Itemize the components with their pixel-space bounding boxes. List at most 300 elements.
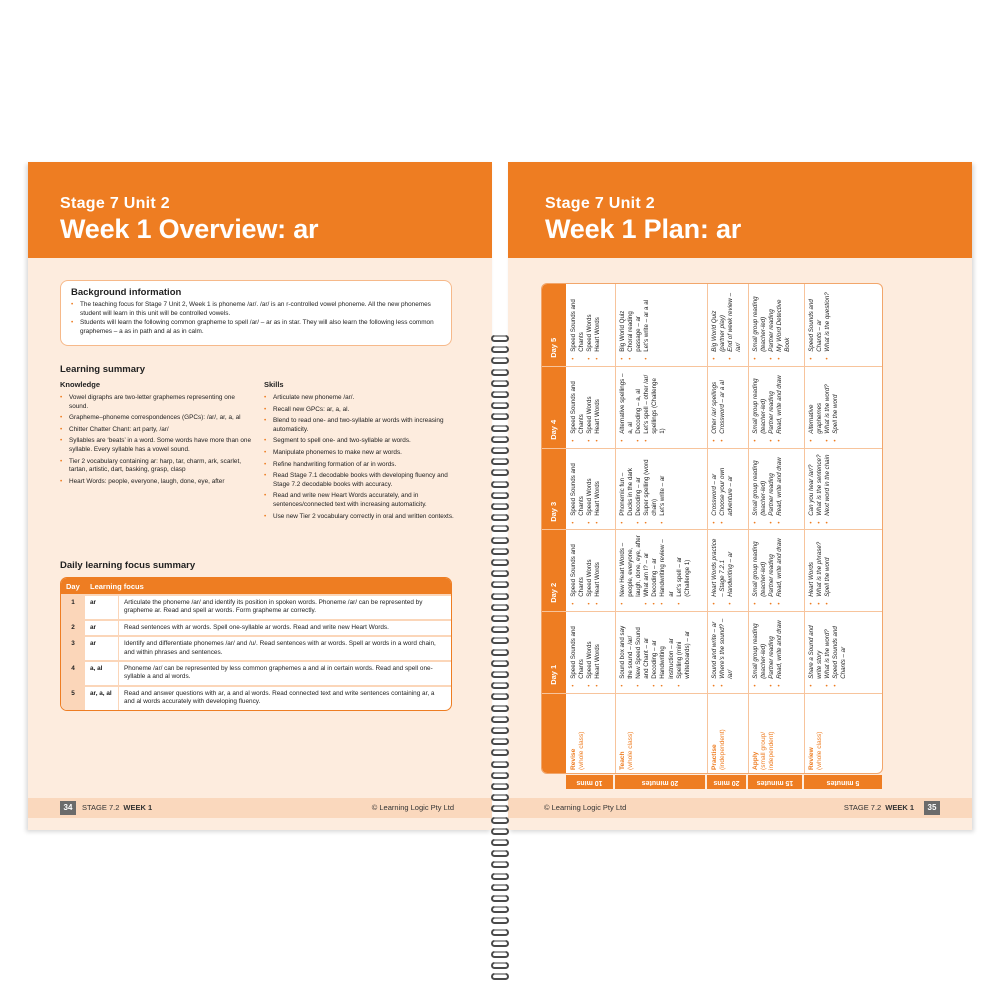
ring-highlight: [494, 873, 506, 875]
plan-activity: • Heart Words: [808, 535, 816, 605]
spiral-ring: [490, 368, 510, 378]
ring-highlight: [494, 447, 506, 449]
col-day: Day: [61, 578, 85, 594]
plan-cell-content: [568, 369, 613, 445]
spiral-ring: [490, 726, 510, 736]
plan-cell-list: [617, 614, 694, 690]
left-banner: [28, 162, 492, 258]
plan-cell-list: [750, 451, 786, 527]
day-cell: 5: [61, 685, 85, 710]
day-label: Day 2: [549, 583, 558, 604]
plan-activity: • Speed Sounds and Chants – ar: [832, 617, 848, 687]
plan-activity: • Handwriting review – ar: [659, 535, 675, 605]
spiral-ring: [490, 883, 510, 893]
page-number: 34: [60, 801, 76, 815]
plan-activity: • Partner reading: [768, 535, 776, 605]
spiral-ring: [490, 648, 510, 658]
skills-item: • Articulate new phoneme /ar/.: [264, 394, 456, 403]
focus-text-cell: Read and answer questions with ar, a and al words. Read connected text and write sentences containing ar, a and al words accurately with developing fluency.: [119, 685, 451, 710]
plan-activity: • Heart Words: [594, 372, 602, 442]
gpc-cell: ar: [85, 635, 119, 660]
col-learning-focus: Learning focus: [85, 578, 451, 594]
ring-highlight: [494, 626, 506, 628]
spiral-ring: [490, 390, 510, 400]
spiral-ring: [490, 480, 510, 490]
plan-cell-content: [806, 451, 882, 527]
ring-highlight: [494, 615, 506, 617]
plan-cell-content: [617, 614, 705, 690]
plan-activity: • Small group reading (teacher-led): [752, 617, 768, 687]
open-workbook: [28, 162, 972, 830]
plan-activity: • Choral reading passage – ar: [627, 290, 643, 360]
spiral-ring: [490, 502, 510, 512]
plan-activity: • Speed Words: [586, 535, 594, 605]
plan-cell-list: [709, 369, 729, 445]
plan-cell: [806, 369, 882, 445]
plan-activity: • Decoding – a, al: [635, 372, 643, 442]
plan-cell-list: [617, 369, 670, 445]
ring-highlight: [494, 346, 506, 348]
row-label-content: [709, 695, 746, 773]
ring-highlight: [494, 705, 506, 707]
plan-cell-content: [709, 614, 746, 690]
time-tab: [804, 775, 882, 789]
time-tab: [748, 775, 802, 789]
knowledge-item: • Grapheme–phoneme correspondences (GPCs): /ar/, ar, a, al: [60, 414, 252, 423]
day-cell: 4: [61, 660, 85, 685]
spiral-ring: [490, 379, 510, 389]
spiral-ring: [490, 558, 510, 568]
spiral-ring: [490, 793, 510, 803]
spiral-ring: [490, 547, 510, 557]
ring-highlight: [494, 391, 506, 393]
plan-cell-list: [750, 369, 786, 445]
spiral-ring: [490, 424, 510, 434]
plan-activity: • Big World Quiz (partner play): [711, 290, 727, 360]
plan-cell: [806, 614, 882, 690]
plan-cell-list: [617, 532, 694, 608]
plan-cell: [617, 532, 705, 608]
ring-highlight: [494, 660, 506, 662]
plan-activity: • New Heart Words – people, everyone, laugh, done, eye, after: [619, 535, 643, 605]
ring-highlight: [494, 884, 506, 886]
day-header-content: [544, 370, 564, 444]
row-label: [806, 695, 882, 773]
plan-activity: • Speed Words: [586, 617, 594, 687]
plan-activity: • Crossword – ar: [711, 454, 719, 524]
row-label: [568, 695, 613, 773]
plan-activity: • What is the question?: [824, 290, 832, 360]
plan-activity: • What is the word?: [824, 372, 832, 442]
plan-cell-content: [750, 614, 802, 690]
page-number: 35: [924, 801, 940, 815]
ring-highlight: [494, 727, 506, 729]
plan-activity: • Big World Quiz: [619, 290, 627, 360]
row-label-text: [750, 695, 778, 773]
plan-cell-content: [617, 532, 705, 608]
plan-cell: [750, 287, 802, 363]
skills-item: • Recall new GPCs: ar, a, al.: [264, 406, 456, 415]
ring-highlight: [494, 817, 506, 819]
plan-cell: [750, 532, 802, 608]
day-cell: 2: [61, 619, 85, 635]
spiral-ring: [490, 659, 510, 669]
plan-activity: • Decoding – ar: [635, 454, 643, 524]
plan-activity: • New Speed Sound and Chant – ar: [635, 617, 651, 687]
daily-focus-heading: Daily learning focus summary: [60, 560, 196, 571]
footer-copyright: © Learning Logic Pty Ltd: [544, 803, 627, 812]
plan-cell-content: [806, 287, 882, 363]
plan-cell: [709, 532, 746, 608]
row-label: [750, 695, 802, 773]
plan-activity: • Decoding – ar: [651, 617, 659, 687]
week-overview-title: Week 1 Overview: ar: [60, 214, 319, 244]
gpc-cell: ar, a, al: [85, 685, 119, 710]
plan-cell-list: [617, 451, 670, 527]
plan-activity: • Let’s spell – ar (Challenge 1): [676, 535, 692, 605]
plan-activity: • Let’s write – ar: [659, 454, 667, 524]
plan-cell-content: [617, 369, 705, 445]
ring-highlight: [494, 604, 506, 606]
plan-cell: [806, 532, 882, 608]
knowledge-list: [60, 394, 252, 489]
table-header-row: [61, 578, 451, 594]
plan-cell-content: [617, 287, 705, 363]
day-label: Day 3: [549, 501, 558, 522]
plan-cell-content: [568, 287, 613, 363]
ring-highlight: [494, 716, 506, 718]
plan-cell-list: [568, 614, 604, 690]
plan-activity: • Handwriting instruction – ar: [659, 617, 675, 687]
time-tab: [566, 775, 613, 789]
row-label-content: [617, 695, 705, 773]
table-row: [61, 660, 451, 685]
ring-highlight: [494, 828, 506, 830]
plan-cell-list: [568, 532, 604, 608]
time-tab: [707, 775, 746, 789]
time-label: 20 mins: [713, 779, 740, 786]
plan-activity: • Handwriting – ar: [727, 535, 735, 605]
spiral-ring: [490, 681, 510, 691]
day-header-content: [544, 533, 564, 607]
background-item: • The teaching focus for Stage 7 Unit 2, Week 1 is phoneme /ar/. /ar/ is an r-controlled vowel phoneme. All the new phonemes student will learn in this unit will be controlled vowels.: [71, 301, 441, 318]
spiral-ring: [490, 636, 510, 646]
focus-text-cell: Phoneme /ar/ can be represented by less common graphemes a and al in certain words. Read and spell one-syllable a and al words.: [119, 660, 451, 685]
knowledge-item: • Heart Words: people, everyone, laugh, done, eye, after: [60, 478, 252, 487]
spiral-ring: [490, 939, 510, 949]
plan-activity: • Small group reading (teacher-led): [752, 290, 768, 360]
day-header-content: [544, 288, 564, 362]
plan-activity: • Speed Sounds and Chants: [570, 617, 586, 687]
spiral-ring: [490, 692, 510, 702]
plan-activity: • Other /ar/ spellings: [711, 372, 719, 442]
plan-cell: [568, 532, 613, 608]
ring-highlight: [494, 682, 506, 684]
plan-activity: • Where’s the sound? – /ar/: [719, 617, 735, 687]
ring-highlight: [494, 492, 506, 494]
ring-highlight: [494, 458, 506, 460]
left-page: [28, 162, 492, 830]
plan-cell-list: [709, 451, 737, 527]
spiral-ring: [490, 592, 510, 602]
ring-highlight: [494, 436, 506, 438]
ring-highlight: [494, 761, 506, 763]
spiral-ring: [490, 849, 510, 859]
plan-cell-content: [750, 287, 802, 363]
plan-activity: • Speed Words: [586, 372, 594, 442]
spiral-ring: [490, 446, 510, 456]
plan-activity: • Let’s spell – other /ar/ spellings (Challenge 1): [643, 372, 667, 442]
ring-highlight: [494, 548, 506, 550]
table-row: [61, 685, 451, 710]
daily-focus-body: [61, 594, 451, 710]
background-information-box: [60, 280, 452, 346]
daily-focus-table: [60, 577, 452, 711]
knowledge-item: • Vowel digraphs are two-letter graphemes representing one sound.: [60, 394, 252, 411]
day-header: [544, 288, 564, 362]
gpc-cell: ar: [85, 594, 119, 619]
plan-cell-list: [617, 287, 653, 363]
plan-cell: [568, 614, 613, 690]
ring-highlight: [494, 335, 506, 337]
ring-highlight: [494, 671, 506, 673]
skills-item: • Use new Tier 2 vocabulary correctly in oral and written contexts.: [264, 513, 456, 522]
spiral-ring: [490, 435, 510, 445]
plan-cell: [750, 451, 802, 527]
plan-cell-list: [568, 451, 604, 527]
spiral-ring: [490, 760, 510, 770]
plan-cell-content: [568, 532, 613, 608]
row-label: [709, 695, 746, 773]
plan-activity: • Alternative graphemes: [808, 372, 824, 442]
plan-cell-list: [709, 532, 737, 608]
row-label: [617, 695, 705, 773]
knowledge-item: • Syllables are ‘beats’ in a word. Some words have more than one syllable. Every syllable has a vowel sound.: [60, 437, 252, 454]
skills-item: • Blend to read one- and two-syllable ar words with increasing automaticity.: [264, 417, 456, 434]
day-header-content: [544, 452, 564, 526]
time-label: 5 minutes: [826, 779, 860, 786]
time-label: 15 minutes: [756, 779, 794, 786]
plan-activity: • Crossword – ar a al: [719, 372, 727, 442]
plan-activity: • Sound box and say the sound – /ar/: [619, 617, 635, 687]
ring-highlight: [494, 839, 506, 841]
stage-title: Stage 7 Unit 2: [545, 195, 656, 212]
plan-activity: • Choose your own adventure – ar: [719, 454, 735, 524]
ring-highlight: [494, 850, 506, 852]
row-label-name: Apply: [752, 751, 759, 770]
ring-highlight: [494, 929, 506, 931]
plan-cell: [617, 451, 705, 527]
plan-cell: [709, 287, 746, 363]
knowledge-item: • Tier 2 vocabulary containing ar: harp, tar, charm, ark, scarlet, tartan, artistic, dart, basking, grasp, clasp: [60, 458, 252, 475]
skills-item: • Read Stage 7.1 decodable books with developing fluency and Stage 7.2 decodable books with accuracy.: [264, 472, 456, 489]
row-label-sub: (independent): [719, 729, 726, 770]
right-banner: [508, 162, 972, 258]
spiral-ring: [490, 356, 510, 366]
plan-cell-list: [806, 451, 834, 527]
ring-highlight: [494, 940, 506, 942]
plan-activity: • Heart Words: [594, 454, 602, 524]
plan-activity: • Partner reading: [768, 454, 776, 524]
gpc-cell: ar: [85, 619, 119, 635]
grid-line: [542, 693, 883, 694]
spiral-ring: [490, 412, 510, 422]
plan-cell: [617, 287, 705, 363]
plan-activity: • Heart Words: [594, 535, 602, 605]
day-cell: 1: [61, 594, 85, 619]
spiral-ring: [490, 816, 510, 826]
plan-cell-content: [568, 614, 613, 690]
row-label-content: [750, 695, 802, 773]
spiral-ring: [490, 401, 510, 411]
plan-cell-list: [709, 287, 745, 363]
row-label-name: Practise: [711, 744, 718, 770]
spiral-ring: [490, 614, 510, 624]
plan-activity: • What am I? – ar: [643, 535, 651, 605]
plan-cell: [568, 451, 613, 527]
plan-activity: • Spell the word: [824, 535, 832, 605]
spiral-ring: [490, 737, 510, 747]
focus-text-cell: Articulate the phoneme /ar/ and identify its position in spoken words. Phoneme /ar/ can be represented by grapheme ar. Read and spell ar words. Form grapheme ar correctly.: [119, 594, 451, 619]
focus-text-cell: Identify and differentiate phonemes /ar/ and /u/. Read sentences with ar words. Spell ar words in a word chain, and within phrases and sentences.: [119, 635, 451, 660]
plan-cell-content: [568, 451, 613, 527]
plan-activity: • Phonemic fun – Ducks in the dark: [619, 454, 635, 524]
plan-activity: • Can you hear /ar/?: [808, 454, 816, 524]
plan-cell-content: [806, 614, 882, 690]
day-header-content: [544, 615, 564, 689]
plan-cell-list: [568, 369, 604, 445]
table-row: [61, 619, 451, 635]
spiral-ring: [490, 603, 510, 613]
row-label-text: [806, 695, 826, 773]
plan-activity: • Alternative spellings – a, al: [619, 372, 635, 442]
day-header: [544, 533, 564, 607]
plan-activity: • Speed Sounds and Chants – ar: [808, 290, 824, 360]
plan-activity: • Read, write and draw: [776, 535, 784, 605]
spiral-ring: [490, 872, 510, 882]
skills-item: • Read and write new Heart Words accurately, and in sentences/connected text with increasing automaticity.: [264, 492, 456, 509]
table-row: [61, 594, 451, 619]
plan-cell: [806, 451, 882, 527]
row-label-text: [709, 695, 729, 773]
spiral-ring: [490, 950, 510, 960]
table-row: [61, 635, 451, 660]
plan-activity: • Heart Words: [594, 290, 602, 360]
plan-cell: [750, 369, 802, 445]
time-label: 20 minutes: [641, 779, 679, 786]
spiral-ring: [490, 961, 510, 971]
day-label: Day 4: [549, 419, 558, 440]
plan-cell-content: [709, 451, 746, 527]
plan-activity: • Partner reading: [768, 617, 776, 687]
plan-cell-content: [750, 451, 802, 527]
spiral-ring: [490, 345, 510, 355]
spiral-ring: [490, 860, 510, 870]
background-list: [71, 301, 441, 336]
day-label: Day 5: [549, 337, 558, 358]
spiral-ring: [490, 334, 510, 344]
spiral-ring: [490, 670, 510, 680]
spiral-ring: [490, 972, 510, 982]
spiral-ring: [490, 468, 510, 478]
plan-activity: • Spelling (mini whiteboards) – ar: [676, 617, 692, 687]
footer-stage-label: STAGE 7.2: [82, 803, 120, 812]
plan-cell-list: [806, 532, 834, 608]
plan-activity: • Small group reading (teacher-led): [752, 454, 768, 524]
ring-highlight: [494, 537, 506, 539]
plan-cell-content: [750, 532, 802, 608]
footer-stage: [844, 803, 914, 812]
plan-cell-list: [750, 614, 786, 690]
ring-highlight: [494, 514, 506, 516]
ring-highlight: [494, 425, 506, 427]
plan-cell: [617, 369, 705, 445]
background-heading: Background information: [71, 287, 182, 298]
plan-cell: [568, 369, 613, 445]
plan-cell-list: [568, 287, 604, 363]
plan-activity: • Let’s write – ar a al: [643, 290, 651, 360]
plan-activity: • Partner reading: [768, 290, 776, 360]
ring-highlight: [494, 772, 506, 774]
ring-highlight: [494, 895, 506, 897]
spiral-ring: [490, 569, 510, 579]
plan-cell-content: [806, 369, 882, 445]
gpc-cell: a, al: [85, 660, 119, 685]
knowledge-heading: Knowledge: [60, 380, 101, 389]
plan-cell: [806, 287, 882, 363]
ring-highlight: [494, 951, 506, 953]
plan-activity: • Speed Sounds and Chants: [570, 535, 586, 605]
spiral-ring: [490, 916, 510, 926]
plan-activity: • Sound and write – ar: [711, 617, 719, 687]
plan-cell: [709, 369, 746, 445]
row-label-sub: (whole class): [578, 731, 585, 770]
row-label-content: [568, 695, 613, 773]
plan-cell: [617, 614, 705, 690]
spiral-ring: [490, 827, 510, 837]
row-label-sub: (small group/ independent): [760, 731, 775, 770]
plan-cell-content: [709, 532, 746, 608]
plan-activity: • My Word Detective Book: [776, 290, 792, 360]
spiral-ring: [490, 715, 510, 725]
plan-activity: • What is the sentence?: [816, 454, 824, 524]
ring-highlight: [494, 559, 506, 561]
plan-activity: • Read, write and draw: [776, 617, 784, 687]
ring-highlight: [494, 906, 506, 908]
plan-cell: [709, 614, 746, 690]
spiral-ring: [490, 524, 510, 534]
ring-highlight: [494, 402, 506, 404]
row-label-text: [568, 695, 588, 773]
grid-line: [542, 529, 883, 530]
spiral-ring: [490, 536, 510, 546]
ring-highlight: [494, 481, 506, 483]
day-header: [544, 452, 564, 526]
plan-activity: • What is the phrase?: [816, 535, 824, 605]
plan-activity: • Speed Sounds and Chants: [570, 372, 586, 442]
spiral-ring: [490, 513, 510, 523]
right-footer: [508, 798, 972, 818]
plan-cell: [750, 614, 802, 690]
row-label-name: Review: [808, 747, 815, 770]
ring-highlight: [494, 380, 506, 382]
row-label-name: Revise: [570, 748, 577, 770]
spiral-ring: [490, 804, 510, 814]
time-label: 10 mins: [576, 779, 603, 786]
ring-highlight: [494, 570, 506, 572]
plan-cell: [568, 287, 613, 363]
grid-line: [542, 366, 883, 367]
